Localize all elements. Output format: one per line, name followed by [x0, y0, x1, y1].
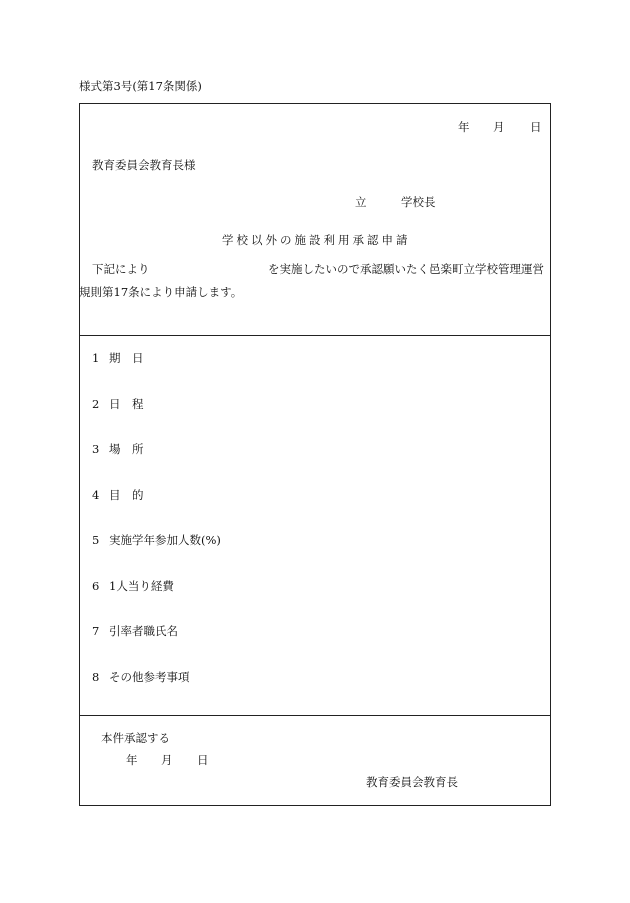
item-label: その他参考事項	[109, 670, 190, 684]
body-lead: 下記により	[92, 262, 150, 276]
item-number: 5	[92, 533, 100, 547]
document-title: 学校以外の施設利用承認申請	[222, 233, 411, 247]
item-label: 目 的	[109, 488, 144, 502]
item-label: 1人当り経費	[109, 579, 174, 593]
date-day-label: 日	[530, 120, 542, 134]
item-number: 1	[92, 351, 100, 365]
approval-year-label: 年	[126, 753, 138, 767]
item-number: 2	[92, 397, 100, 411]
section-divider-bottom	[79, 715, 551, 716]
item-number: 3	[92, 442, 100, 456]
item-number: 8	[92, 670, 100, 684]
form-number: 様式第3号(第17条関係)	[79, 79, 202, 93]
item-label: 場 所	[109, 442, 144, 456]
approval-day-label: 日	[197, 753, 209, 767]
item-label: 期 日	[109, 351, 144, 365]
body-text-line1: を実施したいので承認願いたく邑楽町立学校管理運営	[268, 262, 544, 276]
addressee: 教育委員会教育長様	[92, 158, 196, 172]
application-form	[79, 103, 551, 806]
principal-label: 学校長	[401, 195, 436, 209]
item-number: 6	[92, 579, 100, 593]
approval-month-label: 月	[161, 753, 173, 767]
item-label: 実施学年参加人数(%)	[109, 533, 221, 547]
date-year-label: 年	[458, 120, 470, 134]
item-number: 4	[92, 488, 100, 502]
body-text-line2: 規則第17条により申請します。	[79, 285, 243, 299]
item-label: 日 程	[109, 397, 144, 411]
approval-statement: 本件承認する	[101, 731, 170, 745]
date-month-label: 月	[493, 120, 505, 134]
item-label: 引率者職氏名	[109, 624, 178, 638]
approval-signer: 教育委員会教育長	[366, 775, 458, 789]
school-prefix: 立	[355, 195, 367, 209]
item-number: 7	[92, 624, 100, 638]
section-divider-top	[79, 335, 551, 336]
